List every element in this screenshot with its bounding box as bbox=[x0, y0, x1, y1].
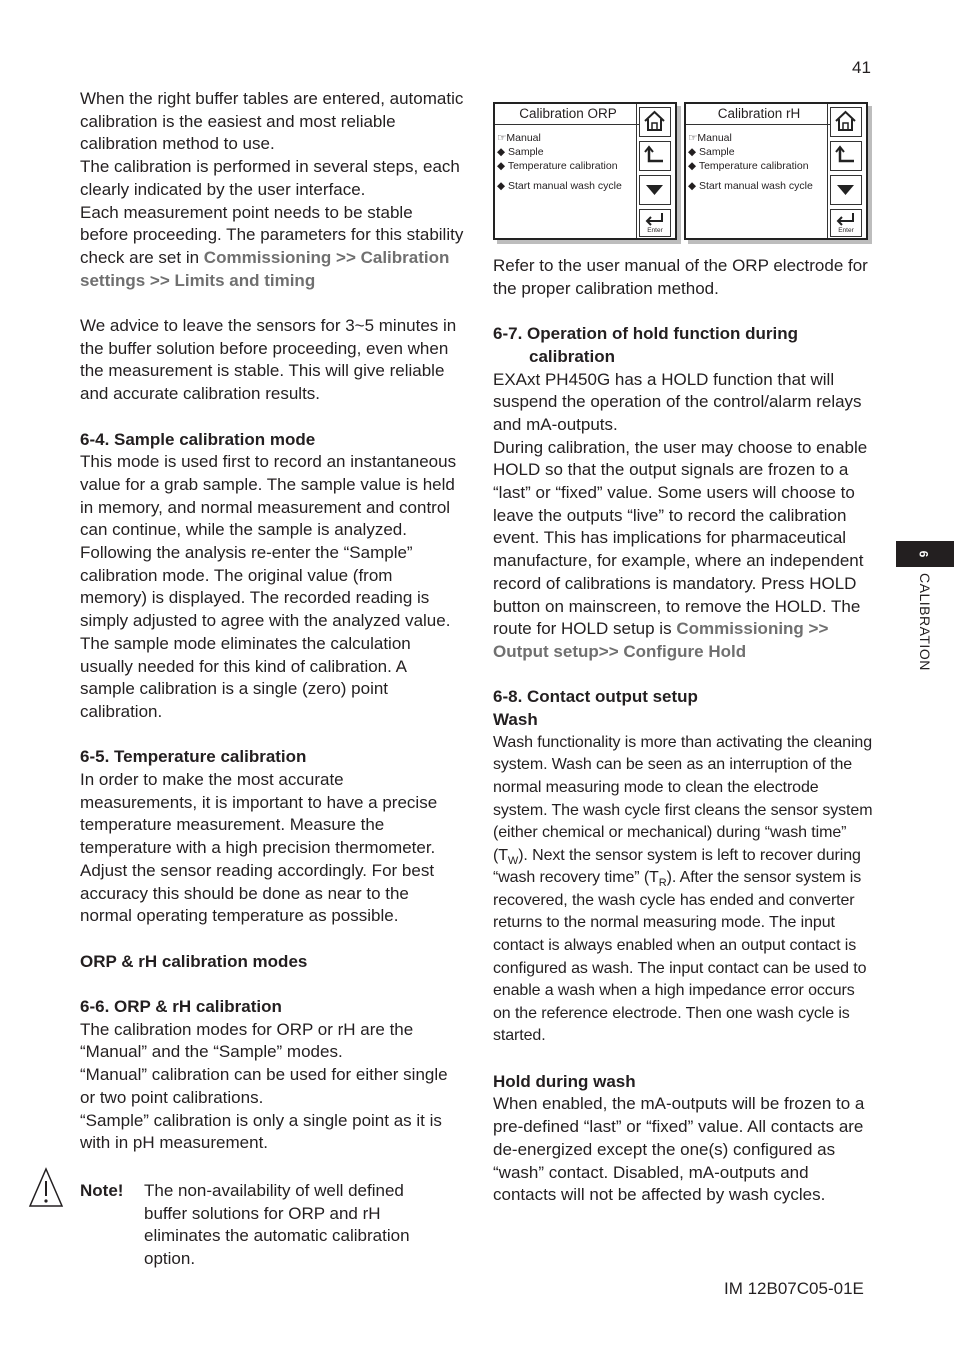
menu-path-limits: Commissioning >> Calibration settings >> Limits and timing bbox=[80, 247, 450, 290]
enter-label: Enter bbox=[838, 227, 854, 234]
chapter-tab: 6 bbox=[896, 541, 954, 567]
section-6-4-heading: 6-4. Sample calibration mode bbox=[80, 429, 316, 449]
enter-label: Enter bbox=[647, 227, 663, 234]
note-text: The non-availability of well defined buffer solutions for ORP and rH eliminates the automatic calibration option. bbox=[144, 1181, 410, 1269]
enter-icon bbox=[831, 210, 860, 228]
back-button[interactable] bbox=[639, 141, 671, 171]
intro-paragraph-2: The calibration is performed in several steps, each clearly indicated by the user interface. bbox=[80, 157, 460, 199]
section-6-5-body: In order to make the most accurate measurements, it is important to have a precise temperature measurement. Measure the temperature with a high precision thermometer. Adjust the sensor reading accordingly. For best accuracy this should be done as near to the normal operating temperature as possible. bbox=[80, 770, 438, 926]
down-button[interactable] bbox=[639, 175, 671, 205]
menu-item-sample[interactable]: ◆ Sample bbox=[497, 146, 544, 158]
return-icon bbox=[640, 142, 669, 169]
down-button[interactable] bbox=[830, 175, 862, 205]
menu-item-manual[interactable]: ☞Manual bbox=[497, 132, 541, 144]
home-icon bbox=[640, 108, 669, 135]
screen-title: Calibration rH bbox=[686, 104, 832, 125]
section-6-6-paragraph-3: “Sample” calibration is only a single point as it is with in pH measurement. bbox=[80, 1110, 442, 1153]
screen-button-panel bbox=[827, 104, 866, 238]
chapter-label: CALIBRATION bbox=[917, 573, 933, 671]
section-6-7-paragraph-2 bbox=[493, 437, 875, 664]
menu-item-manual[interactable]: ☞Manual bbox=[688, 132, 732, 144]
hold-description: During calibration, the user may choose to enable HOLD so that the output signals are frozen to a “last” or “fixed” value. Some users will choose to leave the outputs “live” to record the calibration event. This has implications for pharmaceutical manufacture, for example, where an independent record of calibrations is mandatory. Press HOLD button on mainscreen, to remove the HOLD. The route for HOLD setup is bbox=[493, 437, 868, 639]
intro-paragraph-3 bbox=[80, 202, 464, 293]
calibration-rh-screen bbox=[684, 102, 868, 240]
menu-item-temperature-calibration[interactable]: ◆ Temperature calibration bbox=[497, 160, 618, 172]
pointer-hand-icon: ☞ bbox=[688, 132, 698, 144]
triangle-down-icon bbox=[640, 176, 669, 203]
enter-icon bbox=[640, 210, 669, 228]
return-icon bbox=[831, 142, 860, 169]
note-label: Note! bbox=[80, 1181, 124, 1200]
intro-paragraph-1: When the right buffer tables are entered, automatic calibration is the easiest and most reliable calibration method to use. bbox=[80, 89, 464, 154]
home-button[interactable] bbox=[639, 107, 671, 137]
menu-path-hold: Commissioning >> Output setup>> Configure Hold bbox=[493, 619, 829, 661]
menu-item-sample[interactable]: ◆ Sample bbox=[688, 146, 735, 158]
section-6-6-paragraph-1: The calibration modes for ORP or rH are the “Manual” and the “Sample” modes. bbox=[80, 1019, 414, 1062]
hold-during-wash-heading: Hold during wash bbox=[493, 1071, 636, 1091]
right-column bbox=[493, 255, 875, 1207]
section-6-7-paragraph-1: EXAxt PH450G has a HOLD function that will suspend the operation of the control/alarm relays and mA-outputs. bbox=[493, 369, 862, 434]
intro-stability-text: Each measurement point needs to be stable before proceeding. The parameters for this stability check are set in bbox=[80, 202, 464, 267]
section-6-6-paragraph-2: “Manual” calibration can be used for either single or two point calibrations. bbox=[80, 1065, 448, 1107]
page-number: 41 bbox=[852, 58, 871, 77]
enter-button[interactable] bbox=[830, 209, 862, 237]
triangle-down-icon bbox=[831, 176, 860, 203]
menu-item-temperature-calibration[interactable]: ◆ Temperature calibration bbox=[688, 160, 809, 172]
wash-paragraph: Wash functionality is more than activating the cleaning system. Wash can be seen as an interruption of the normal measuring mode to clean the electrode system. The wash cycle first cleans the sensor system (either chemical or mechanical) during “wash time” $(T_W)$. Next the sensor system is left to recover during “wash recovery time” $(T_R)$. After the sensor system is recovered, the wash cycle has ended and converter returns to the normal measuring mode. The input contact is always enabled when an output contact is configured as wash. The input contact can be used to enable a wash when a high impedance error occurs on the reference electrode. Then one wash cycle is started. bbox=[493, 733, 873, 1045]
calibration-orp-screen bbox=[493, 102, 677, 240]
document-code: IM 12B07C05-01E bbox=[724, 1279, 864, 1298]
menu-item-start-wash[interactable]: ◆ Start manual wash cycle bbox=[688, 180, 813, 192]
back-button[interactable] bbox=[830, 141, 862, 171]
screen-menu bbox=[688, 131, 833, 193]
section-6-5-heading: 6-5. Temperature calibration bbox=[80, 747, 307, 767]
wash-subheading: Wash bbox=[493, 710, 538, 730]
pointer-hand-icon: ☞ bbox=[497, 132, 507, 144]
section-6-4-body: This mode is used first to record an instantaneous value for a grab sample. The sample value is held in memory, and normal measurement and control can continue, while the sample is analyzed. Following the analysis re-enter the “Sample” calibration mode. The original value (from memory) is displayed. The recorded reading is simply adjusted to agree with the analyzed value. The sample mode eliminates the calculation usually needed for this kind of calibration. A sample calibration is a single (zero) point calibration. bbox=[80, 452, 457, 721]
screen-button-panel bbox=[636, 104, 675, 238]
section-6-8-heading: 6-8. Contact output setup bbox=[493, 687, 698, 707]
screen-title: Calibration ORP bbox=[495, 104, 641, 125]
section-6-7-heading: 6-7. Operation of hold function during calibration bbox=[493, 324, 799, 366]
hold-during-wash-body: When enabled, the mA-outputs will be frozen to a pre-defined “last” or “fixed” value. All contacts are de-energized except the one(s) configured as “wash” contact. Disabled, mA-outputs and contacts will not be affected by wash cycles. bbox=[493, 1094, 865, 1205]
home-icon bbox=[831, 108, 860, 135]
refer-paragraph: Refer to the user manual of the ORP electrode for the proper calibration method. bbox=[493, 256, 868, 298]
home-button[interactable] bbox=[830, 107, 862, 137]
enter-button[interactable] bbox=[639, 209, 671, 237]
menu-item-start-wash[interactable]: ◆ Start manual wash cycle bbox=[497, 180, 622, 192]
orp-rh-modes-heading: ORP & rH calibration modes bbox=[80, 951, 308, 971]
warning-icon bbox=[28, 1166, 64, 1210]
section-6-6-heading: 6-6. ORP & rH calibration bbox=[80, 997, 282, 1017]
left-column bbox=[80, 88, 464, 1155]
advice-paragraph: We advice to leave the sensors for 3~5 minutes in the buffer solution before proceeding, even when the measurement is stable. This will give reliable and accurate calibration results. bbox=[80, 316, 457, 404]
screen-menu bbox=[497, 131, 642, 193]
